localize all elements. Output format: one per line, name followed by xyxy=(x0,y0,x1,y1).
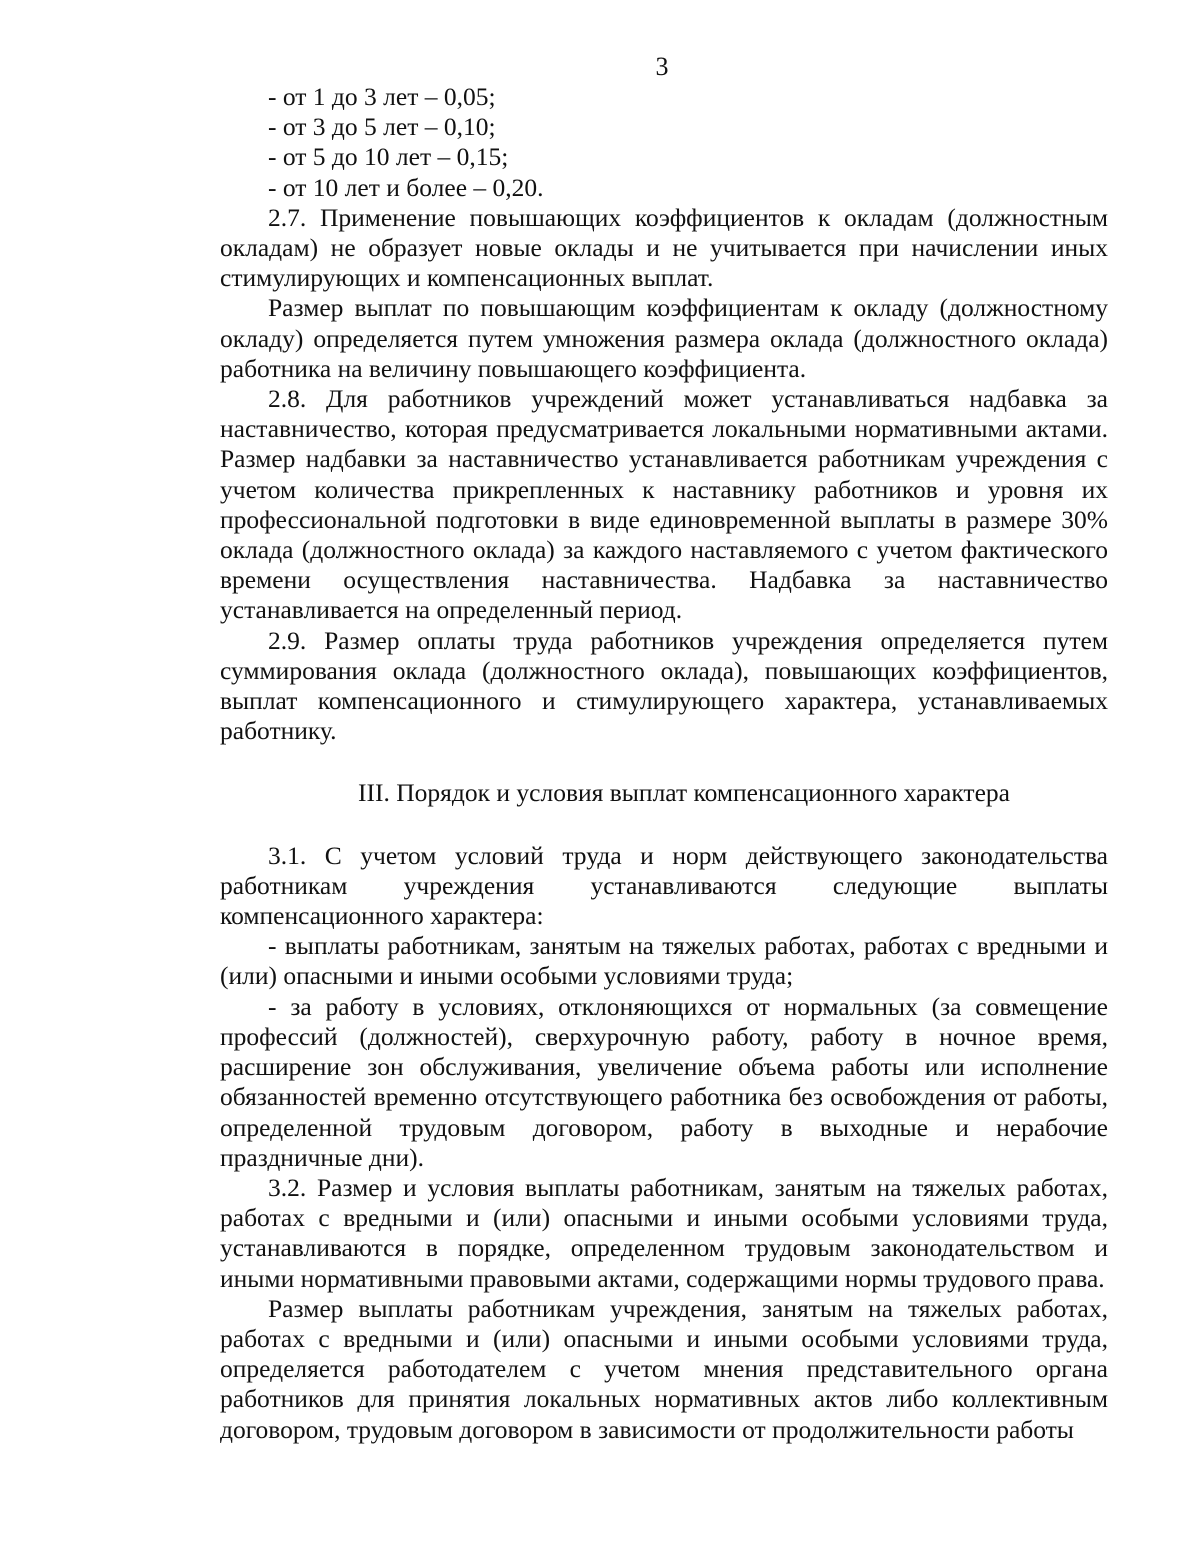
paragraph-3-1-item-a: - выплаты работникам, занятым на тяжелых работах, работах с вредными и (или) опасными и иными особыми условиями труда; xyxy=(220,931,1108,991)
paragraph-3-1: 3.1. С учетом условий труда и норм действующего законодательства работникам учреждения устанавливаются следующие выплаты компенсационного характера: xyxy=(220,840,1108,931)
list-item: - от 1 до 3 лет – 0,05; xyxy=(268,82,496,111)
paragraph-3-2: 3.2. Размер и условия выплаты работникам, занятым на тяжелых работах, работах с вредными и (или) опасными и иными особыми условиями труда, устанавливаются в порядке, определенном трудовым законодательством и иными нормативными правовыми актами, содержащими нормы трудового права. xyxy=(220,1172,1108,1293)
list-item: - от 5 до 10 лет – 0,15; xyxy=(268,142,509,172)
paragraph-2-9: 2.9. Размер оплаты труда работников учреждения определяется путем суммирования оклада (должностного оклада), повышающих коэффициентов, выплат компенсационного и стимулирующего характера, устанавливаемых работнику. xyxy=(220,625,1108,746)
list-item: - от 3 до 5 лет – 0,10; xyxy=(268,112,496,142)
paragraph-2-8: 2.8. Для работников учреждений может устанавливаться надбавка за наставничество, которая предусматривается локальными нормативными актами. Размер надбавки за наставничество устанавливается работникам учреждения с учетом количества прикрепленных к наставнику работников и уровня их профессиональной подготовки в виде единовременной выплаты в размере 30% оклада (должностного оклада) за каждого наставляемого с учетом фактического времени осуществления наставничества. Надбавка за наставничество устанавливается на определенный период. xyxy=(220,384,1108,625)
page-number: 3 xyxy=(655,52,669,81)
document-body xyxy=(220,82,1108,1445)
paragraph-3-1-item-b: - за работу в условиях, отклоняющихся от нормальных (за совмещение профессий (должностей), сверхурочную работу, работу в ночное время, расширение зон обслуживания, увеличение объема работы или исполнение обязанностей временно отсутствующего работника без освобождения от работы, определенной трудовым договором, работу в выходные и нерабочие праздничные дни). xyxy=(220,991,1108,1172)
paragraph-payment-size: Размер выплаты работникам учреждения, занятым на тяжелых работах, работах с вредными и (или) опасными и иными особыми условиями труда, определяется работодателем с учетом мнения представительного органа работников для принятия локальных нормативных актов либо коллективным договором, трудовым договором в зависимости от продолжительности работы xyxy=(220,1293,1108,1444)
section-heading: III. Порядок и условия выплат компенсационного характера xyxy=(358,778,1010,808)
paragraph-coefficient-size: Размер выплат по повышающим коэффициентам к окладу (должностному окладу) определяется путем умножения размера оклада (должностного оклада) работника на величину повышающего коэффициента. xyxy=(220,293,1108,383)
paragraph-2-7: 2.7. Применение повышающих коэффициентов к окладам (должностным окладам) не образует новые оклады и не учитывается при начислении иных стимулирующих и компенсационных выплат. xyxy=(220,202,1108,293)
list-item: - от 10 лет и более – 0,20. xyxy=(268,172,544,202)
